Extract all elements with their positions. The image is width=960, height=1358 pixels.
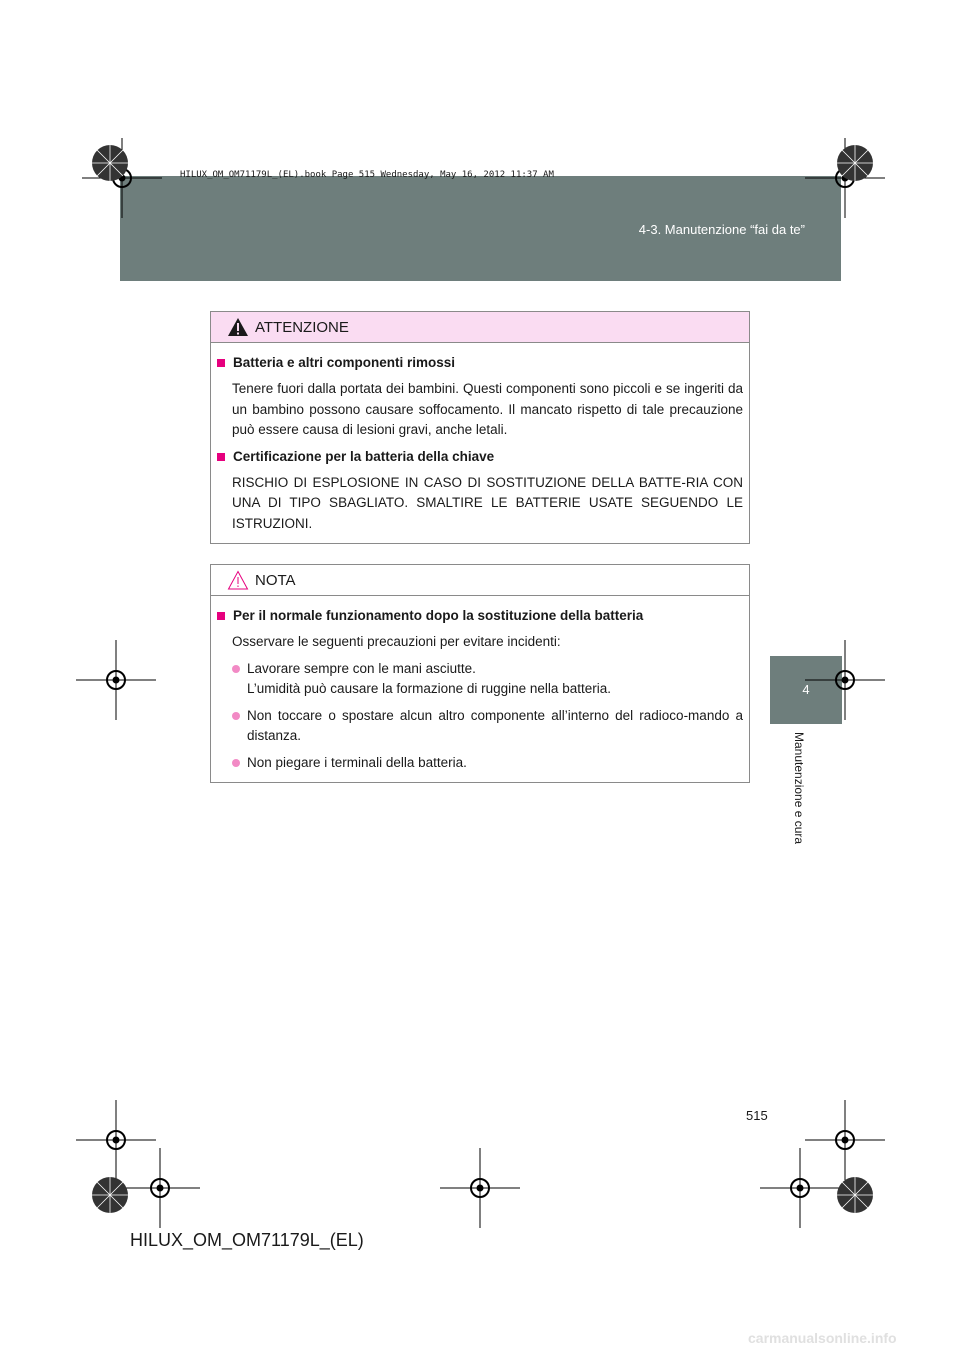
warning-section-text: Tenere fuori dalla portata dei bambini. Questi componenti sono piccoli e se ingeriti da un bambino possono causare soffocamento. Il mancato rispetto di tale precauzione può essere causa di lesioni gravi, anche letali. (232, 381, 743, 437)
warning-triangle-icon (227, 317, 249, 337)
warning-section-heading: Certificazione per la batteria della chiave (217, 447, 743, 467)
star-target-icon (835, 1175, 875, 1215)
registration-mark-icon (440, 1148, 520, 1228)
list-item: Non piegare i terminali della batteria. (217, 753, 743, 774)
chapter-label: Manutenzione e cura (792, 732, 806, 845)
warning-box (210, 311, 750, 544)
round-bullet-icon (232, 712, 240, 720)
square-bullet-icon (217, 612, 225, 620)
round-bullet-icon (232, 665, 240, 673)
warning-section-text: RISCHIO DI ESPLOSIONE IN CASO DI SOSTITUZIONE DELLA BATTE-RIA CON UNA DI TIPO SBAGLIATO. SMALTIRE LE BATTERIE USATE SEGUENDO LE ISTRUZIONI. (232, 474, 743, 531)
warning-body (211, 343, 749, 534)
registration-mark-icon (120, 1148, 200, 1228)
watermark: carmanualsonline.info (748, 1330, 897, 1346)
note-box (210, 564, 750, 783)
star-target-icon (835, 143, 875, 183)
square-bullet-icon (217, 453, 225, 461)
book-info: HILUX_OM_OM71179L_(EL).book Page 515 Wednesday, May 16, 2012 11:37 AM (180, 170, 554, 180)
list-item: Non toccare o spostare alcun altro componente all’interno del radioco-mando a distanza. (217, 706, 743, 747)
note-intro: Osservare le seguenti precauzioni per evitare incidenti: (232, 634, 561, 649)
list-item: Lavorare sempre con le mani asciutte. L’umidità può causare la formazione di ruggine nella batteria. (217, 659, 743, 700)
note-heading: Per il normale funzionamento dopo la sostituzione della batteria (217, 606, 743, 626)
registration-mark-icon (76, 640, 156, 720)
document-code: HILUX_OM_OM71179L_(EL) (130, 1230, 364, 1250)
caution-triangle-icon (227, 570, 249, 590)
section-title: 4-3. Manutenzione “fai da te” (638, 222, 805, 237)
round-bullet-icon (232, 759, 240, 767)
registration-mark-icon (760, 1148, 840, 1228)
note-body (211, 596, 749, 773)
chapter-number: 4 (802, 682, 810, 697)
note-header (211, 565, 749, 596)
square-bullet-icon (217, 359, 225, 367)
registration-mark-icon (805, 640, 885, 720)
warning-title: ATTENZIONE (255, 318, 349, 336)
star-target-icon (90, 143, 130, 183)
warning-section-heading: Batteria e altri componenti rimossi (217, 353, 743, 373)
note-title: NOTA (255, 571, 296, 589)
warning-header (211, 312, 749, 343)
page-number: 515 (746, 1108, 768, 1123)
star-target-icon (90, 1175, 130, 1215)
